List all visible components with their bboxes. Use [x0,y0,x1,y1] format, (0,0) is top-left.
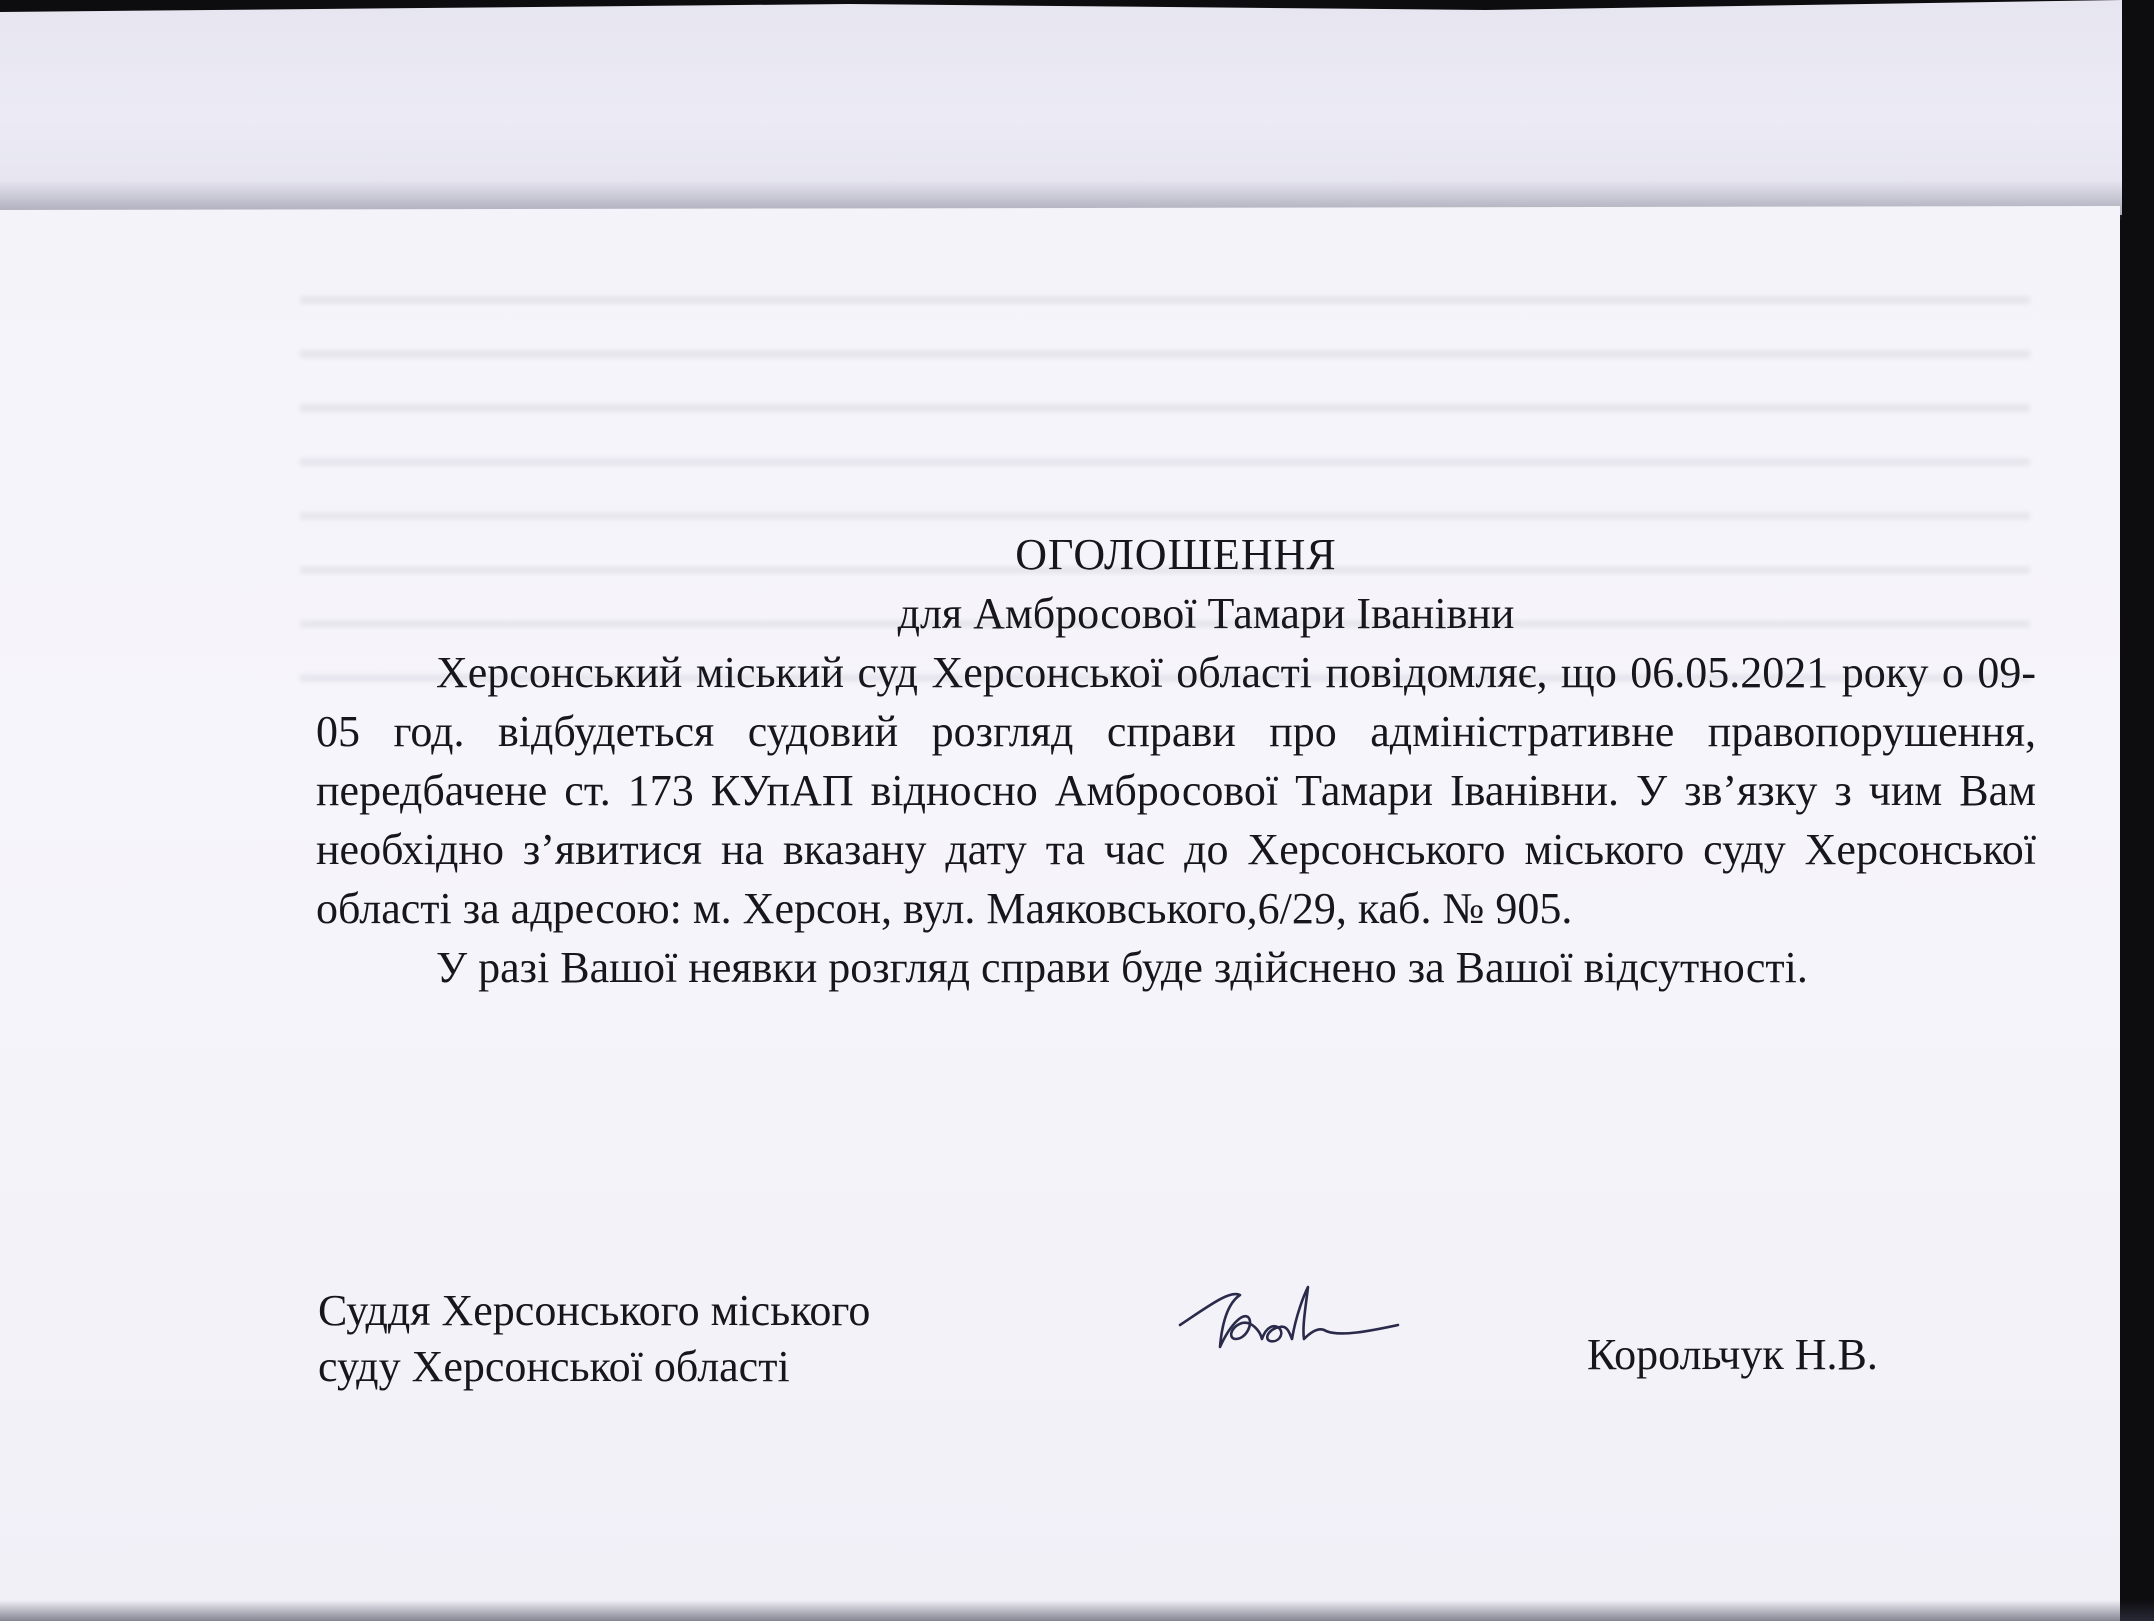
judge-name: Корольчук Н.В. [1587,1330,1878,1379]
notice-body [316,525,2036,997]
handwritten-signature [1170,1265,1410,1365]
judge-position-line-2: суду Херсонської області [318,1342,790,1391]
notice-paragraph-main: Херсонський міський суд Херсонської області повідомляє, що 06.05.2021 року о 09-05 год. відбудеться судовий розгляд справи про адміністративне правопорушення, передбачене ст. 173 КУпАП відносно Амбросової Тамари Іванівни. У зв’язку з чим Вам необхідно з’явитися на вказану дату та час до Херсонського міського суду Херсонської області за адресою: м. Херсон, вул. Маяковського,6/29, каб. № 905. [316,648,2036,933]
notice-title: ОГОЛОШЕННЯ [1015,530,1337,579]
notice-addressee: для Амбросової Тамари Іванівни [897,589,1515,638]
notice-paragraph-absence: У разі Вашої неявки розгляд справи буде здійснено за Вашої відсутності. [436,943,1808,992]
paper-bottom-edge [0,1600,2154,1621]
judge-position [318,1283,870,1395]
judge-position-line-1: Суддя Херсонського міського [318,1286,871,1335]
